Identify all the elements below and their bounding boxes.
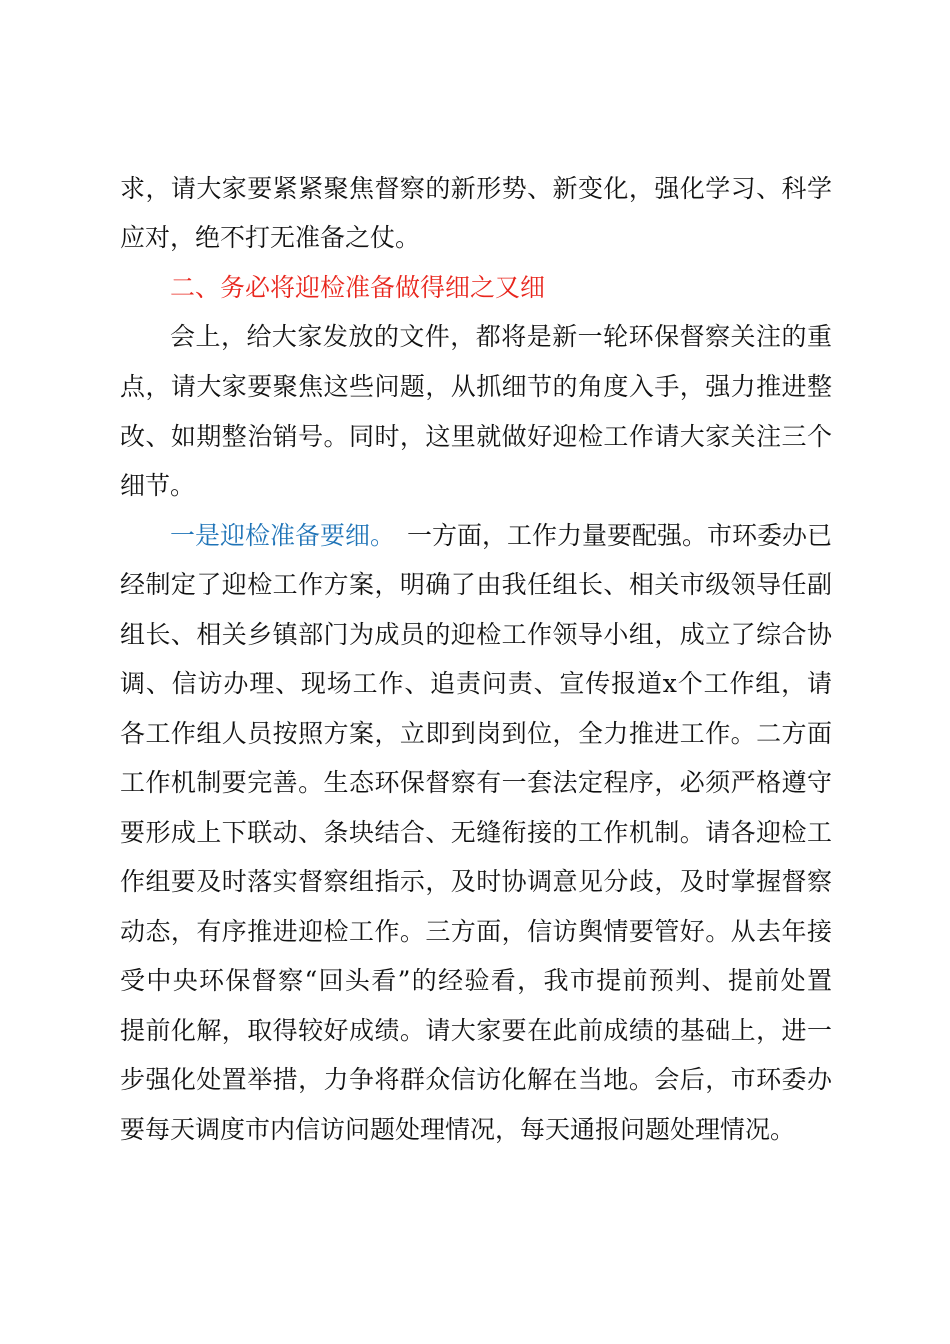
paragraph-line <box>170 519 832 553</box>
paragraph-line: 求，请大家要紧紧聚焦督察的新形势、新变化，强化学习、科学 <box>120 174 832 203</box>
paragraph-line: 动态，有序推进迎检工作。三方面，信访舆情要管好。从去年接 <box>120 917 832 946</box>
section-heading: 二、务必将迎检准备做得细之又细 <box>170 273 546 302</box>
paragraph-line: 经制定了迎检工作方案，明确了由我任组长、相关市级领导任副 <box>120 570 832 599</box>
paragraph-line: 要每天调度市内信访问题处理情况，每天通报问题处理情况。 <box>120 1115 796 1144</box>
paragraph-line: 改、如期整治销号。同时，这里就做好迎检工作请大家关注三个 <box>120 422 832 451</box>
paragraph-line: 受中央环保督察“回头看”的经验看，我市提前预判、提前处置 <box>120 966 832 995</box>
paragraph-line: 会上，给大家发放的文件，都将是新一轮环保督察关注的重 <box>170 322 832 351</box>
paragraph-line: 调、信访办理、现场工作、追责问责、宣传报道x个工作组，请 <box>120 669 832 698</box>
paragraph-line: 步强化处置举措，力争将群众信访化解在当地。会后，市环委办 <box>120 1065 832 1094</box>
paragraph-line: 细节。 <box>120 471 196 500</box>
paragraph-text: 一方面，工作力量要配强。市环委办已 <box>406 521 832 550</box>
paragraph-line: 提前化解，取得较好成绩。请大家要在此前成绩的基础上，进一 <box>120 1016 832 1045</box>
paragraph-line: 组长、相关乡镇部门为成员的迎检工作领导小组，成立了综合协 <box>120 620 832 649</box>
paragraph-line: 工作机制要完善。生态环保督察有一套法定程序，必须严格遵守 <box>120 768 832 797</box>
paragraph-line: 点，请大家要聚焦这些问题，从抓细节的角度入手，强力推进整 <box>120 372 832 401</box>
paragraph-line: 作组要及时落实督察组指示，及时协调意见分歧，及时掌握督察 <box>120 867 832 896</box>
paragraph-line: 应对，绝不打无准备之仗。 <box>120 223 421 252</box>
lead-phrase: 一是迎检准备要细。 <box>170 521 396 550</box>
paragraph-line: 各工作组人员按照方案，立即到岗到位，全力推进工作。二方面 <box>120 719 832 748</box>
paragraph-line: 要形成上下联动、条块结合、无缝衔接的工作机制。请各迎检工 <box>120 818 832 847</box>
